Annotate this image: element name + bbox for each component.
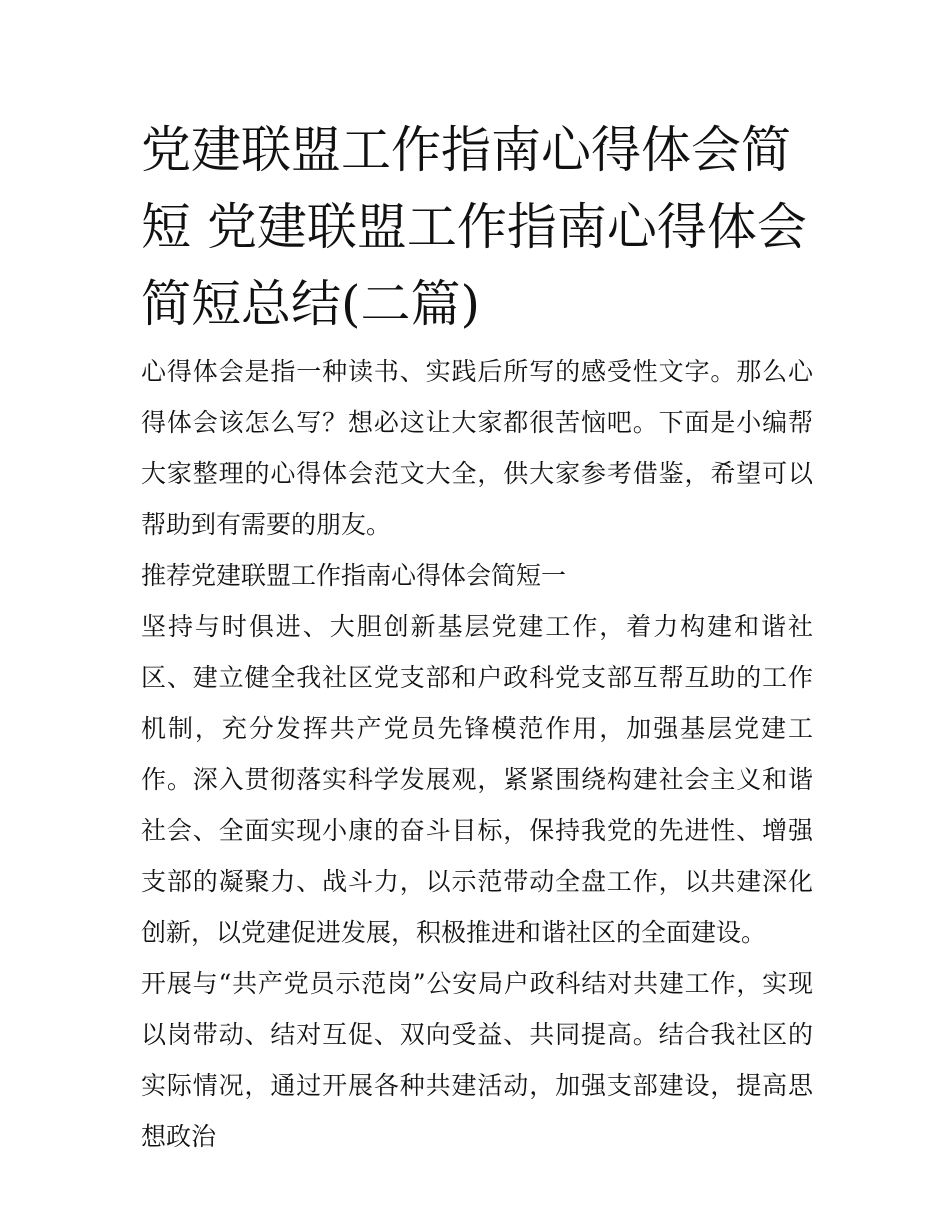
intro-paragraph: 心得体会是指一种读书、实践后所写的感受性文字。那么心得体会该怎么写？想必这让大家都很苦恼吧。下面是小编帮大家整理的心得体会范文大全，供大家参考借鉴，希望可以帮助到有需要的朋友。 (141, 357, 813, 539)
body-paragraph: 坚持与时俱进、大胆创新基层党建工作，着力构建和谐社区、建立健全我社区党支部和户政科党支部互帮互助的工作机制，充分发挥共产党员先锋模范作用，加强基层党建工作。深入贯彻落实科学发展观，紧紧围绕构建社会主义和谐社会、全面实现小康的奋斗目标，保持我党的先进性、增强支部的凝聚力、战斗力，以示范带动全盘工作，以共建深化创新，以党建促进发展，积极推进和谐社区的全面建设。 (141, 612, 813, 947)
document-title: 党建联盟工作指南心得体会简短 党建联盟工作指南心得体会简短总结(二篇) (141, 121, 807, 333)
section-heading: 推荐党建联盟工作指南心得体会简短一 (141, 561, 567, 590)
document-page (141, 112, 813, 1162)
body-paragraph: 开展与“共产党员示范岗”公安局户政科结对共建工作，实现以岗带动、结对互促、双向受益、共同提高。结合我社区的实际情况，通过开展各种共建活动，加强支部建设，提高思想政治 (141, 969, 813, 1151)
